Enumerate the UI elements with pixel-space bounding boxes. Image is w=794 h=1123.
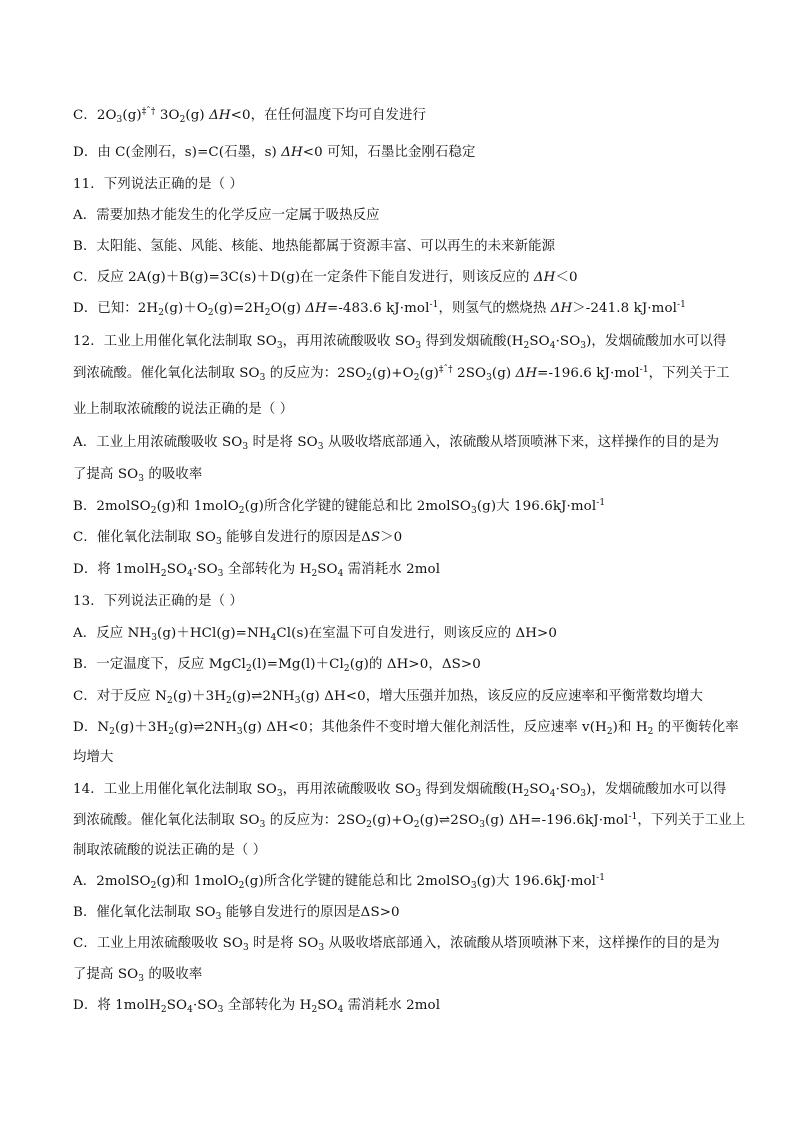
question-11-stem: 11．下列说法正确的是（ ） [73, 177, 243, 192]
q14-option-c-line-1: C．工业上用浓硫酸吸收 $SO_3$ 时是将 $SO_3$ 从吸收塔底部通入，浓硫酸从塔顶喷淋下来，这样操作的目的是为 [73, 936, 720, 953]
q12-option-c: C．催化氧化法制取 $SO_3$ 能够自发进行的原因是ΔS＞0 [73, 530, 403, 547]
q13-option-d-line-1: D．$N_2(g)+3H_2(g)\rightleftharpoons 2NH_3(g)$ ΔH<0；其他条件不变时增大催化剂活性，反应速率 $v(H_2)$和 $H_2$ 的平衡转化率 [73, 720, 739, 737]
q12-option-b: B．2molSO$_2$(g)和 1molO$_2$(g)所含化学键的键能总和比 2molSO$_3$(g)大 196.6kJ·mol$^{-1}$ [73, 498, 606, 516]
question-12-stem-line-1: 12．工业上用催化氧化法制取 $SO_3$，再用浓硫酸吸收 $SO_3$ 得到发烟硫酸$(H_2SO_4\cdot SO_3)$，发烟硫酸加水可以得 [73, 334, 727, 351]
q13-option-c: C．对于反应 $N_2(g)+3H_2(g)\rightleftharpoons 2NH_3(g)$ ΔH<0，增大压强并加热，该反应的反应速率和平衡常数均增大 [73, 689, 703, 706]
option-d-line: D．由 C(金刚石，s)=C(石墨，s) ΔH<0 可知，石墨比金刚石稳定 [73, 145, 476, 160]
question-13-stem: 13．下列说法正确的是（ ） [73, 594, 243, 609]
q14-option-c-line-2: 了提高 $SO_3$ 的吸收率 [73, 967, 203, 984]
q14-option-a: A．2molSO$_2$(g)和 1molO$_2$(g)所含化学键的键能总和比 2molSO$_3$(g)大 196.6kJ·mol$^{-1}$ [73, 873, 606, 891]
q13-option-b: B．一定温度下，反应 $MgCl_2(l)=Mg(l)+Cl_2(g)$的 ΔH>0，ΔS>0 [73, 657, 481, 674]
option-c-line: C．$2O_3(g)^{\ddagger ˆ\dagger}$ $3O_2(g)$ ΔH<0，在任何温度下均可自发进行 [73, 107, 426, 125]
question-12-stem-line-2: 到浓硫酸。催化氧化法制取 $SO_3$ 的反应为：$2SO_2(g)+O_2(g)^{\ddagger ˆ\dagger}$ $2SO_3(g)$ ΔH=-196.6 kJ·mol$^{-1}$，下列关于工 [73, 365, 730, 383]
q11-option-b: B．太阳能、氢能、风能、核能、地热能都属于资源丰富、可以再生的未来新能源 [73, 239, 556, 254]
q14-option-d: D．将 $1molH_2SO_4\cdot SO_3$ 全部转化为 $H_2SO_4$ 需消耗水 2mol [73, 998, 441, 1015]
q12-option-a-line-2: 了提高 $SO_3$ 的吸收率 [73, 467, 203, 484]
q12-option-a-line-1: A．工业上用浓硫酸吸收 $SO_3$ 时是将 $SO_3$ 从吸收塔底部通入，浓硫酸从塔顶喷淋下来，这样操作的目的是为 [73, 435, 720, 452]
q13-option-d-line-2: 均增大 [73, 750, 114, 765]
question-14-stem-line-2: 到浓硫酸。催化氧化法制取 $SO_3$ 的反应为：$2SO_2(g)+O_2(g)\rightleftharpoons 2SO_3(g)$ ΔH=-196.6kJ·mol$^{-1}$，下列关于工业上 [73, 812, 746, 830]
question-14-stem-line-3: 制取浓硫酸的说法正确的是（ ） [73, 843, 267, 858]
q14-option-b: B．催化氧化法制取 $SO_3$ 能够自发进行的原因是ΔS>0 [73, 905, 400, 922]
q11-option-c: C．反应 2A(g)＋B(g)=3C(s)＋D(g)在一定条件下能自发进行，则该反应的 ΔH＜0 [73, 270, 578, 285]
question-14-stem-line-1: 14．工业上用催化氧化法制取 $SO_3$，再用浓硫酸吸收 $SO_3$ 得到发烟硫酸$(H_2SO_4\cdot SO_3)$，发烟硫酸加水可以得 [73, 782, 727, 799]
q13-option-a: A．反应 $NH_3(g)+HCl(g)=NH_4Cl(s)$在室温下可自发进行，则该反应的 ΔH>0 [73, 626, 557, 643]
q11-option-a: A．需要加热才能发生的化学反应一定属于吸热反应 [73, 208, 380, 223]
question-12-stem-line-3: 业上制取浓硫酸的说法正确的是（ ） [73, 402, 294, 417]
q12-option-d: D．将 $1molH_2SO_4\cdot SO_3$ 全部转化为 $H_2SO_4$ 需消耗水 2mol [73, 562, 441, 579]
q11-option-d: D．已知：$2H_2(g)+O_2(g)=2H_2O(g)$ ΔH=-483.6 kJ·mol$^{-1}$，则氢气的燃烧热 ΔH＞-241.8 kJ·mol$^{-1}$ [73, 300, 686, 318]
